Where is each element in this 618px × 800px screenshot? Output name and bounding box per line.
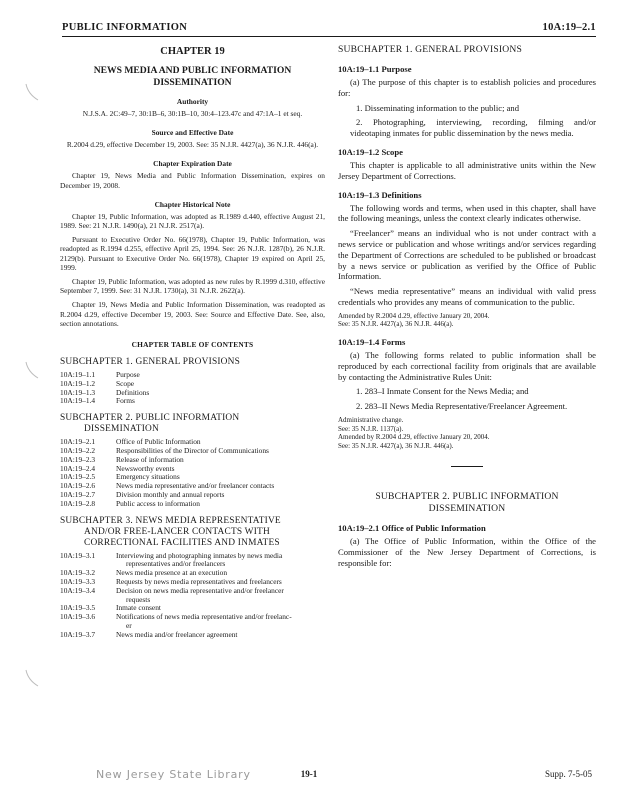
source-text: R.2004 d.29, effective December 19, 2003. See: 35 N.J.R. 4427(a), 36 N.J.R. 446(a). (66, 140, 319, 150)
toc-entry-title: News media representative and/or freelancer contacts (116, 481, 275, 491)
toc-entry-number: 10A:19–1.2 (60, 378, 96, 388)
toc-entry-number: 10A:19–2.7 (60, 490, 96, 500)
toc-list (60, 552, 325, 640)
section-subitem: 2. 283–II News Media Representative/Freelancer Agreement. (356, 401, 568, 412)
expiration-text: Chapter 19, News Media and Public Information Dissemination, expires on December 19, 2008. (60, 171, 325, 190)
toc-entry-title: Release of information (116, 454, 184, 464)
toc-entry[interactable] (60, 397, 325, 406)
toc-entry[interactable] (60, 447, 325, 456)
subchapter-2-heading-line: DISSEMINATION (428, 503, 506, 515)
toc-entry-title: Scope (116, 378, 135, 388)
toc-entry-number: 10A:19–3.5 (60, 603, 96, 613)
section-heading: 10A:19–1.1 Purpose (338, 64, 412, 74)
section-paragraph: (a) The Office of Public Information, within the Office of the Commissioner of the New Jersey Department of Corrections, is responsible for: (338, 536, 596, 569)
toc-entry-title: Definitions (116, 387, 150, 397)
toc-entry-number: 10A:19–2.2 (60, 446, 96, 456)
library-watermark: New Jersey State Library (96, 768, 251, 781)
toc-entry-title: Purpose (116, 370, 140, 380)
history-paragraph: Chapter 19, Public Information, was adopted as new rules by R.1999 d.310, effective September 7, 1999. See: 31 N.J.R. 1730(a), 31 N.J.R. 2622(a). (60, 277, 325, 296)
toc-entry-number: 10A:19–2.3 (60, 454, 96, 464)
toc-entry-number: 10A:19–1.4 (60, 396, 96, 406)
section-heading: 10A:19–1.4 Forms (338, 336, 406, 347)
definition-paragraph: “Freelancer” means an individual who is not under contract with a news service or publication and whose writings and/or services regarding the Department of Corrections are scheduled to be published or broadcast by a news service or publication as verified by the Office of Public Information. (338, 228, 596, 282)
toc-subchapter-heading (60, 516, 325, 549)
source-heading: Source and Effective Date (151, 128, 234, 138)
toc-entry-number: 10A:19–2.4 (60, 463, 96, 473)
chapter-title: CHAPTER 19 (160, 46, 225, 57)
amendment-line: See: 35 N.J.R. 4427(a), 36 N.J.R. 446(a). (338, 320, 454, 329)
margin-mark (22, 82, 44, 104)
section-paragraph: The following words and terms, when used in this chapter, shall have the following meanings, unless the context clearly indicates otherwise. (338, 202, 596, 224)
section-paragraph: (a) The purpose of this chapter is to establish policies and procedures for: (338, 77, 596, 98)
toc-entry-title: Requests by news media representatives and freelancers (116, 577, 282, 586)
toc-entry-title: Emergency situations (116, 472, 180, 482)
toc-entry-number: 10A:19–3.1 (60, 550, 96, 560)
supplement-date: Supp. 7-5-05 (545, 769, 592, 779)
toc-entry[interactable] (60, 587, 325, 605)
toc-entry[interactable] (60, 380, 325, 389)
toc-entry-number: 10A:19–1.1 (60, 370, 96, 380)
section-subitem: 1. 283–I Inmate Consent for the News Media; and (356, 386, 529, 397)
toc-entry-number: 10A:19–2.5 (60, 472, 96, 482)
header-section-number: 10A:19–2.1 (542, 22, 596, 33)
toc-entry-title: News media presence at an execution (116, 568, 228, 578)
section-paragraph: (a) The following forms related to public information shall be reproduced by each correctional facility from originals that are available by contacting the Administrative Rules Unit: (338, 349, 596, 382)
history-paragraph: Chapter 19, News Media and Public Information Dissemination, was readopted as R.2004 d.29, effective December 19, 2003. See: Source and Effective Date. See, also, section annotations. (60, 300, 325, 328)
toc-subchapter-heading-line: SUBCHAPTER 1. GENERAL PROVISIONS (60, 357, 241, 368)
section-subitem: 2. Photographing, interviewing, recording, filming and/or videotaping inmates for public dissemination by the news media. (350, 117, 596, 139)
toc-entry-title (116, 552, 325, 570)
toc-entry-number: 10A:19–3.4 (60, 585, 96, 595)
section-paragraph: This chapter is applicable to all administrative units within the New Jersey Department of Corrections. (338, 159, 596, 181)
margin-mark (22, 360, 44, 382)
toc-entry-title: Inmate consent (116, 603, 161, 613)
toc-entry-number: 10A:19–1.3 (60, 387, 96, 397)
toc-list (60, 438, 325, 508)
history-heading: Chapter Historical Note (154, 199, 231, 209)
amendment-note (338, 312, 596, 329)
amendment-line: Amended by R.2004 d.29, effective January 20, 2004. (338, 433, 490, 442)
toc-subchapter-heading-line: CORRECTIONAL FACILITIES AND INMATES (84, 537, 280, 548)
toc-entry-title: Newsworthy events (116, 463, 175, 473)
toc-entry-title: Public access to information (116, 498, 200, 508)
toc-entry-title-line: er (126, 620, 132, 630)
header-title: PUBLIC INFORMATION (62, 22, 188, 33)
running-header (62, 20, 596, 37)
toc-list (60, 371, 325, 406)
margin-mark (22, 668, 44, 690)
right-column (338, 44, 596, 573)
toc-subchapter-heading (60, 413, 325, 435)
toc-entry[interactable] (60, 613, 325, 631)
toc-entry[interactable] (60, 389, 325, 398)
page-number: 19-1 (300, 769, 318, 779)
toc-entry-title: Office of Public Information (116, 437, 201, 447)
section-subitem: 1. Disseminating information to the public; and (356, 102, 520, 113)
toc-entry-number: 10A:19–3.3 (60, 577, 96, 586)
left-column (60, 44, 325, 647)
amendment-line: Amended by R.2004 d.29, effective January 20, 2004. (338, 311, 490, 320)
toc-entry[interactable] (60, 456, 325, 465)
amendment-line: See: 35 N.J.R. 1137(a). (338, 424, 404, 433)
toc-entry-title: Forms (116, 396, 135, 406)
definition-paragraph: “News media representative” means an individual with valid press credentials who provides any means of communication to the public. (338, 286, 596, 307)
toc-entry-number: 10A:19–2.1 (60, 437, 96, 447)
toc-entry-title-line: Decision on news media representative and/or freelancer (116, 585, 284, 595)
expiration-heading: Chapter Expiration Date (153, 159, 232, 169)
toc-entry-title: News media and/or freelancer agreement (116, 629, 238, 639)
toc-heading: CHAPTER TABLE OF CONTENTS (131, 340, 254, 350)
toc-entry-number: 10A:19–3.7 (60, 629, 96, 639)
toc-entry[interactable] (60, 552, 325, 570)
authority-heading: Authority (176, 97, 209, 106)
subchapter-2-heading-line: SUBCHAPTER 2. PUBLIC INFORMATION (375, 491, 559, 503)
toc-entry-title-line: Notifications of news media representative and/or freelanc- (116, 612, 292, 622)
authority-text: N.J.S.A. 2C:49–7, 30:1B–6, 30:1B–10, 30:4–123.47c and 47:1A–1 et seq. (82, 109, 303, 118)
toc-entry-number: 10A:19–2.8 (60, 498, 96, 508)
toc-subchapter-heading-line: DISSEMINATION (84, 424, 159, 435)
toc-entry-title (116, 613, 325, 631)
toc-entry-title (116, 587, 325, 605)
amendment-line: See: 35 N.J.R. 4427(a), 36 N.J.R. 446(a). (338, 441, 454, 450)
subchapter-2-heading (338, 491, 596, 515)
subchapter-1-heading: SUBCHAPTER 1. GENERAL PROVISIONS (338, 44, 523, 55)
amendment-note (338, 416, 596, 450)
toc-entry-title-line: Interviewing and photographing inmates by news media (116, 550, 283, 560)
toc-entry-title: Responsibilities of the Director of Communications (116, 446, 269, 456)
toc-subchapter-heading-line: SUBCHAPTER 2. PUBLIC INFORMATION (60, 413, 240, 424)
section-heading: 10A:19–1.3 Definitions (338, 189, 422, 200)
page-footer (0, 768, 618, 786)
toc-entry-number: 10A:19–3.6 (60, 612, 96, 622)
toc-subchapter-heading (60, 357, 325, 368)
toc-entry[interactable] (60, 500, 325, 509)
toc-subchapter-heading-line: AND/OR FREE-LANCER CONTACTS WITH (84, 526, 270, 537)
toc-entry-number: 10A:19–3.2 (60, 568, 96, 578)
section-divider (451, 466, 483, 467)
history-paragraph: Chapter 19, Public Information, was adopted as R.1989 d.440, effective August 21, 1989. See: 21 N.J.R. 1490(a), 21 N.J.R. 2517(a). (60, 211, 325, 231)
amendment-line: Administrative change. (338, 415, 404, 424)
chapter-subtitle: NEWS MEDIA AND PUBLIC INFORMATION DISSEMINATION (93, 65, 292, 88)
section-heading: 10A:19–2.1 Office of Public Information (338, 523, 486, 534)
toc-entry[interactable] (60, 371, 325, 380)
toc-entry[interactable] (60, 465, 325, 474)
toc-entry-title-line: representatives and/or freelancers (126, 559, 226, 569)
toc-entry[interactable] (60, 631, 325, 640)
history-paragraph: Pursuant to Executive Order No. 66(1978), Chapter 19, Public Information, was readopted as R.1994 d.255, effective April 25, 1994. See: 26 N.J.R. 1287(b), 26 N.J.R. 2129(b). Pursuant to Executive Order No. 66(1978), Chapter 19 expired on April 25, 1999. (60, 235, 325, 272)
section-heading: 10A:19–1.2 Scope (338, 146, 403, 157)
toc-entry-number: 10A:19–2.6 (60, 481, 96, 491)
toc-entry-title-line: requests (126, 594, 151, 604)
toc-subchapter-heading-line: SUBCHAPTER 3. NEWS MEDIA REPRESENTATIVE (60, 515, 281, 526)
toc-entry-title: Division monthly and annual reports (116, 490, 225, 500)
